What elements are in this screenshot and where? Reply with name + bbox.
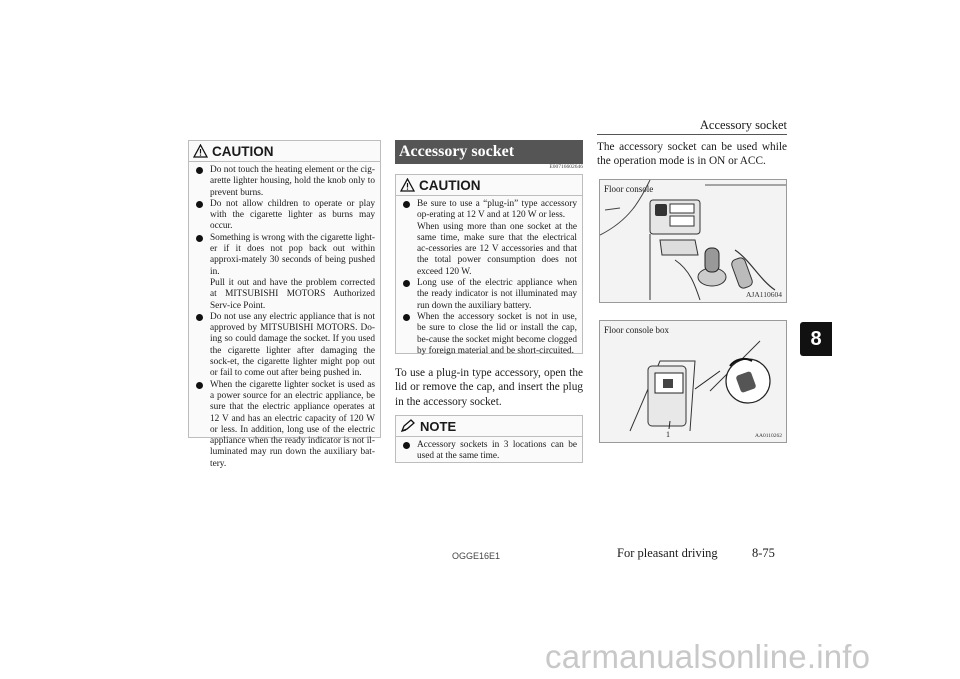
caution-label: CAUTION bbox=[212, 143, 274, 159]
caution-list bbox=[189, 162, 380, 474]
figure-id: AJA110604 bbox=[746, 290, 782, 299]
list-item: Accessory sockets in 3 locations can be used at the same time. bbox=[401, 440, 577, 463]
bullet-icon bbox=[196, 235, 203, 242]
left-caution-box bbox=[188, 140, 381, 469]
bullet-icon bbox=[196, 201, 203, 208]
bullet-icon bbox=[403, 201, 410, 208]
bullet-icon bbox=[403, 442, 410, 449]
bullet-icon bbox=[403, 280, 410, 287]
footer-section: For pleasant driving bbox=[617, 546, 718, 560]
caution-header bbox=[396, 175, 582, 196]
figure-id: AA0110262 bbox=[755, 433, 782, 439]
warning-icon bbox=[193, 144, 208, 158]
warning-icon bbox=[400, 178, 415, 192]
note-label: NOTE bbox=[420, 418, 457, 434]
page-number: 8-75 bbox=[752, 546, 775, 560]
caution-list bbox=[396, 196, 582, 361]
section-code: E00716602646 bbox=[549, 164, 583, 170]
bullet-icon bbox=[403, 314, 410, 321]
list-item: When the accessory socket is not in use, be sure to close the lid or install the cap, be-cause the socket might become clogged by foreign material and be short-circuited. bbox=[401, 312, 577, 357]
watermark: carmanualsonline.info bbox=[545, 638, 871, 675]
note-box bbox=[395, 415, 583, 463]
figure-caption: Floor console box bbox=[604, 325, 669, 335]
middle-paragraph: To use a plug-in type accessory, open the lid or remove the cap, and insert the plug in the accessory socket. bbox=[395, 367, 583, 408]
list-item: Do not allow children to operate or play with the cigarette lighter as burns may occur. bbox=[194, 199, 375, 233]
note-header bbox=[396, 416, 582, 437]
list-item: Do not use any electric appliance that is not approved by MITSUBISHI MOTORS. Do-ing so could damage the socket. If you used the cigarette lighter after damaging the sock-et, the cigarette lighter might pop out or fail to come out after being pushed in. bbox=[194, 312, 375, 380]
bullet-icon bbox=[196, 382, 203, 389]
header-rule bbox=[597, 134, 787, 135]
header-title: Accessory socket bbox=[699, 118, 787, 132]
bullet-icon bbox=[196, 314, 203, 321]
caution-label: CAUTION bbox=[419, 177, 481, 193]
middle-caution-box bbox=[395, 174, 583, 354]
note-list bbox=[396, 437, 582, 467]
footer-code: OGGE16E1 bbox=[452, 551, 501, 561]
list-item: Be sure to use a “plug-in” type accessory op-erating at 12 V and at 120 W or less. When using more than one socket at the same time, make sure that the electrical ac-cessories are 12 V accessories and that the total power consumption does not exceed 120 W. bbox=[401, 199, 577, 278]
list-item: When the cigarette lighter socket is used as a power source for an electric appliance, be sure that the electric appliance operates at 12 V and has an electric capacity of 120 W or less. In addition, long use of the electric appliance when the ready indicator is not il-luminated may run down the auxiliary bat-tery. bbox=[194, 380, 375, 470]
right-paragraph: The accessory socket can be used while the operation mode is in ON or ACC. bbox=[597, 141, 787, 168]
floor-console-figure bbox=[599, 179, 787, 303]
section-title: Accessory socket bbox=[395, 140, 583, 164]
list-item: Something is wrong with the cigarette light-er if it does not pop back out within approxi-mately 30 seconds of being pushed in. Pull it out and have the problem corrected at MITSUBISHI MOTORS Authorized Serv-ice Point. bbox=[194, 233, 375, 312]
list-item: Do not touch the heating element or the cig-arette lighter housing, hold the knob only to prevent burns. bbox=[194, 165, 375, 199]
list-item: Long use of the electric appliance when the ready indicator is not illuminated may run down the auxiliary battery. bbox=[401, 278, 577, 312]
pencil-icon bbox=[400, 419, 416, 433]
bullet-icon bbox=[196, 167, 203, 174]
callout-number: 1 bbox=[666, 430, 670, 439]
figure-caption: Floor console bbox=[604, 184, 654, 194]
chapter-tab[interactable]: 8 bbox=[800, 322, 832, 356]
floor-console-box-figure bbox=[599, 320, 787, 443]
floor-console-box-illustration bbox=[600, 321, 786, 442]
floor-console-illustration bbox=[600, 180, 786, 302]
caution-header bbox=[189, 141, 380, 162]
